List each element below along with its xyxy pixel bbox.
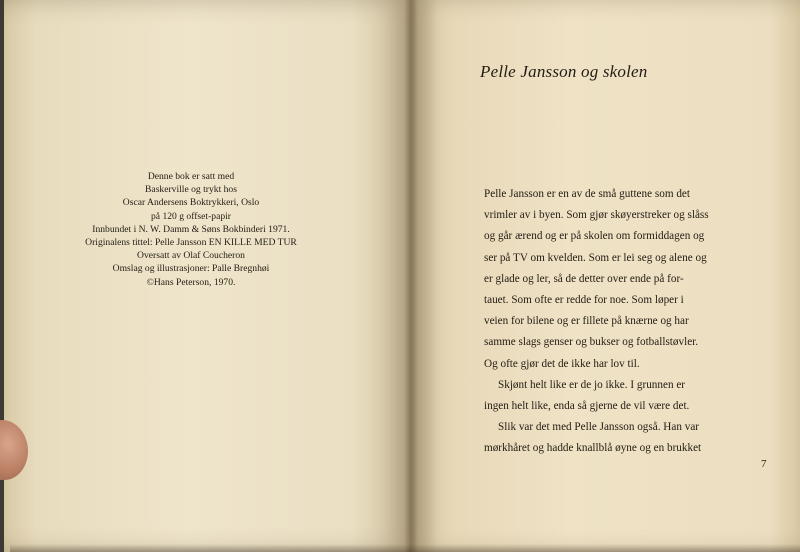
colophon-line: Denne bok er satt med xyxy=(147,171,235,182)
colophon-line: Omslag og illustrasjoner: Palle Bregnhøi xyxy=(112,263,270,275)
chapter-title: Pelle Jansson og skolen xyxy=(480,62,648,81)
body-text xyxy=(484,184,774,460)
text-line: mørkhåret og hadde knallblå øyne og en brukket xyxy=(484,442,702,455)
text-line: ingen helt like, enda så gjerne de vil være det. xyxy=(484,400,690,413)
text-line: Slik var det med Pelle Jansson også. Han var xyxy=(498,421,700,434)
text-line: og går ærend og er på skolen om formiddagen og xyxy=(484,230,705,243)
colophon-line: Oversatt av Olaf Coucheron xyxy=(137,250,245,262)
colophon xyxy=(56,170,326,289)
colophon-line: på 120 g offset-papir xyxy=(150,210,231,222)
book-gutter xyxy=(404,0,418,552)
page-number: 7 xyxy=(761,458,767,470)
text-line: Og ofte gjør det de ikke har lov til. xyxy=(484,357,640,370)
text-line: Pelle Jansson er en av de små guttene som det xyxy=(484,188,690,200)
page-edge-shadow xyxy=(10,544,800,552)
text-line: samme slags genser og bukser og fotballstøvler. xyxy=(484,336,699,349)
colophon-line: Innbundet i N. W. Damm & Søns Bokbinderi 1971. xyxy=(92,223,290,235)
text-line: ser på TV om kvelden. Som er lei seg og alene og xyxy=(484,251,707,264)
colophon-line: Baskerville og trykt hos xyxy=(145,184,237,196)
text-line: veien for bilene og er fillete på knærne og har xyxy=(484,315,689,328)
text-line: vrimler av i byen. Som gjør skøyerstreker og slåss xyxy=(484,209,709,222)
text-line: er glade og ler, så de detter over ende på for- xyxy=(484,272,684,285)
text-line: Skjønt helt like er de jo ikke. I grunnen er xyxy=(498,378,686,391)
colophon-line: Originalens tittel: Pelle Jansson EN KILLE MED TUR xyxy=(85,237,297,249)
colophon-line: Oscar Andersens Boktrykkeri, Oslo xyxy=(122,197,260,209)
text-line: tauet. Som ofte er redde for noe. Som løper i xyxy=(484,294,684,307)
colophon-line: ©Hans Peterson, 1970. xyxy=(146,276,236,288)
